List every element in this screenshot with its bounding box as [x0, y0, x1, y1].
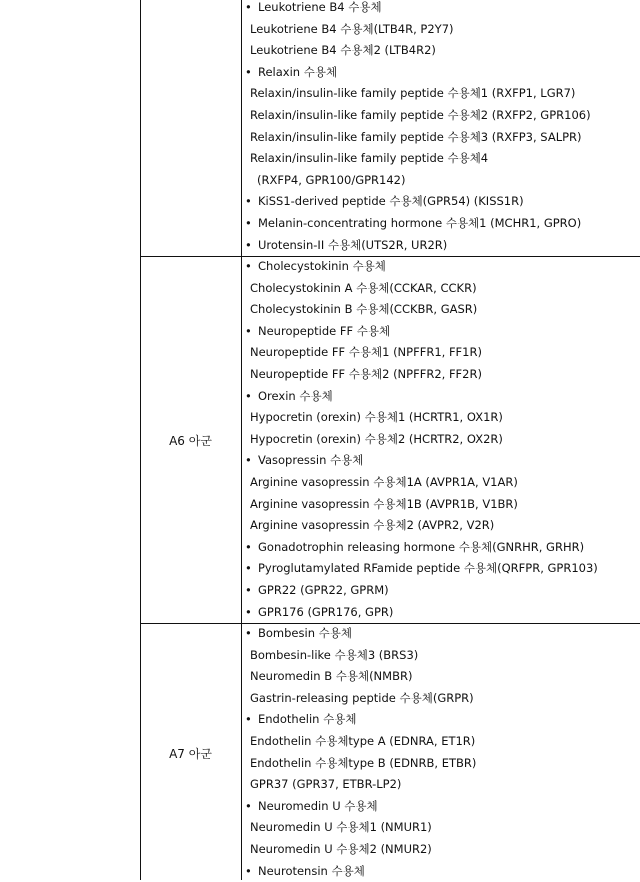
table-row — [0, 623, 640, 880]
receptor-entry: Neuromedin B 수용체(NMBR) — [250, 669, 413, 684]
receptor-entry: Relaxin/insulin-like family peptide 수용체1 (RXFP1, LGR7) — [250, 86, 576, 101]
receptor-entry: Endothelin 수용체type B (EDNRB, ETBR) — [250, 755, 477, 770]
receptor-list — [243, 623, 640, 882]
receptor-category: • Gonadotrophin releasing hormone 수용체(GNRHR, GRHR) — [243, 537, 640, 559]
receptor-category: • Neuropeptide FF 수용체 — [243, 321, 640, 343]
receptor-entry: Arginine vasopressin 수용체1B (AVPR1B, V1BR) — [250, 496, 518, 511]
receptor-category: • Vasopressin 수용체 — [243, 450, 640, 472]
receptor-entry: Arginine vasopressin 수용체1A (AVPR1A, V1AR) — [250, 474, 518, 489]
receptor-entry: Gastrin-releasing peptide 수용체(GRPR) — [250, 690, 474, 705]
receptor-entry: Relaxin/insulin-like family peptide 수용체3 (RXFP3, SALPR) — [250, 129, 582, 144]
receptor-entry: Neuropeptide FF 수용체1 (NPFFR1, FF1R) — [250, 345, 482, 360]
receptor-category: • Endothelin 수용체 — [243, 709, 640, 731]
receptor-category: • Leukotriene B4 수용체 — [243, 0, 640, 19]
receptor-entry: Neuromedin U 수용체1 (NMUR1) — [250, 820, 432, 835]
receptor-entry: Relaxin/insulin-like family peptide 수용체4 — [250, 151, 489, 166]
table-row — [0, 256, 640, 623]
receptor-category: • Neuromedin U 수용체 — [243, 796, 640, 818]
receptor-category: • KiSS1-derived peptide 수용체(GPR54) (KISS1R) — [243, 191, 640, 213]
receptor-entry: Hypocretin (orexin) 수용체1 (HCRTR1, OX1R) — [250, 410, 503, 425]
receptor-category: • Bombesin 수용체 — [243, 623, 640, 645]
receptor-entry: GPR37 (GPR37, ETBR-LP2) — [250, 777, 402, 792]
receptor-list — [243, 0, 640, 256]
receptor-entry: Arginine vasopressin 수용체2 (AVPR2, V2R) — [250, 518, 495, 533]
receptor-entry: Cholecystokinin B 수용체(CCKBR, GASR) — [250, 302, 478, 317]
receptor-category: • Cholecystokinin 수용체 — [243, 256, 640, 278]
receptor-category: • Urotensin-II 수용체(UTS2R, UR2R) — [243, 235, 640, 257]
receptor-entry: Neuropeptide FF 수용체2 (NPFFR2, FF2R) — [250, 366, 482, 381]
subgroup-label: A7 아군 — [169, 747, 212, 761]
receptor-category: • Melanin-concentrating hormone 수용체1 (MCHR1, GPRO) — [243, 213, 640, 235]
receptor-entry: Neuromedin U 수용체2 (NMUR2) — [250, 841, 432, 856]
receptor-category: • GPR176 (GPR176, GPR) — [243, 602, 640, 624]
receptor-list — [243, 256, 640, 623]
receptor-entry: Hypocretin (orexin) 수용체2 (HCRTR2, OX2R) — [250, 431, 503, 446]
receptor-entry: (RXFP4, GPR100/GPR142) — [257, 172, 406, 187]
table-row — [0, 0, 640, 256]
receptor-entry: Cholecystokinin A 수용체(CCKAR, CCKR) — [250, 280, 477, 295]
receptor-entry: Endothelin 수용체type A (EDNRA, ET1R) — [250, 733, 476, 748]
receptor-category: • Relaxin 수용체 — [243, 62, 640, 84]
receptor-entry: Leukotriene B4 수용체(LTB4R, P2Y7) — [250, 21, 454, 36]
receptor-category: • Neurotensin 수용체 — [243, 861, 640, 882]
receptor-category: • Pyroglutamylated RFamide peptide 수용체(QRFPR, GPR103) — [243, 558, 640, 580]
receptor-category: • GPR22 (GPR22, GPRM) — [243, 580, 640, 602]
receptor-entry: Leukotriene B4 수용체2 (LTB4R2) — [250, 43, 436, 58]
receptor-entry: Relaxin/insulin-like family peptide 수용체2 (RXFP2, GPR106) — [250, 107, 591, 122]
receptor-entry: Bombesin-like 수용체3 (BRS3) — [250, 647, 419, 662]
receptor-category: • Orexin 수용체 — [243, 386, 640, 408]
subgroup-label: A6 아군 — [169, 434, 212, 448]
